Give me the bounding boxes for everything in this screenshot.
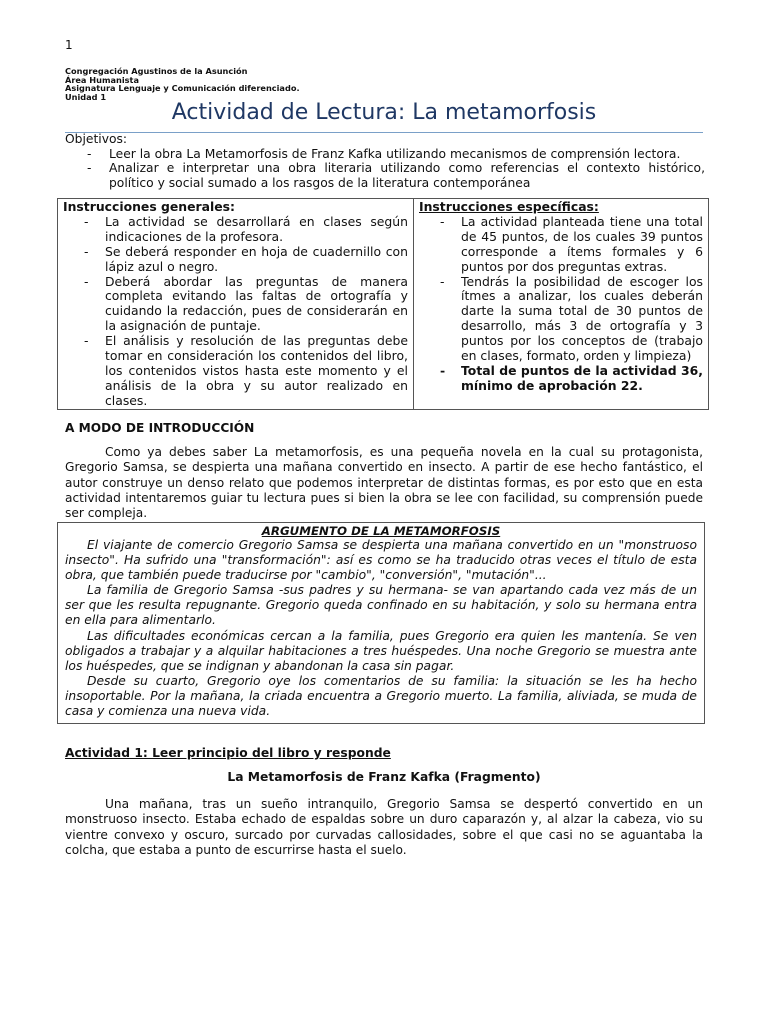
objectives-section bbox=[65, 132, 705, 190]
fragment-paragraph: Una mañana, tras un sueño intranquilo, Gregorio Samsa se despertó convertido en un monstruoso insecto. Estaba echado de espaldas sobre un duro caparazón y, al alzar la cabeza, vio su vientre convexo y oscuro, surcado por curvadas callosidades, sobre el que casi no se aguantaba la colcha, que estaba a punto de escurrirse hasta el suelo. bbox=[65, 797, 703, 857]
general-instructions-list bbox=[63, 215, 408, 409]
instruction-item: - El análisis y resolución de las preguntas debe tomar en consideración los contenidos del libro, los contenidos vistos hasta este momento y el análisis de la obra y su autor realizado en clases. bbox=[84, 333, 408, 408]
instruction-item-total-points: - Total de puntos de la actividad 36, mínimo de aprobación 22. bbox=[440, 362, 703, 393]
instruction-item: - Tendrás la posibilidad de escoger los ítmes a analizar, los cuales deberán darte la suma total de 30 puntos de desarrollo, más 3 de ortografía y 3 puntos por los conceptos de (trabajo en clases, formato, orden y limpieza) bbox=[440, 273, 703, 364]
intro-heading: A MODO DE INTRODUCCIÓN bbox=[65, 421, 255, 435]
intro-paragraph: Como ya debes saber La metamorfosis, es una pequeña novela en la cual su protagonista, Gregorio Samsa, se despierta una mañana convertido en insecto. A partir de ese hecho fantástico, el autor construye un denso relato que podemos interpretar de distintas formas, es por esto que en esta actividad intentaremos guiar tu lectura pues si bien la obra se lee con facilidad, su comprensión puede ser compleja. bbox=[65, 445, 703, 521]
page-number: 1 bbox=[65, 38, 73, 52]
specific-instructions-cell bbox=[414, 199, 709, 410]
objective-item: - Leer la obra La Metamorfosis de Franz Kafka utilizando mecanismos de comprensión lectora. bbox=[87, 146, 681, 161]
argument-paragraph: El viajante de comercio Gregorio Samsa se despierta una mañana convertido en un "monstruoso insecto". Ha sufrido una "transformación": así es como se ha traducido otras veces el título de esta obra, que también puede traducirse por "cambio", "conversión", "mutación"... bbox=[65, 538, 697, 583]
argument-box bbox=[57, 522, 705, 724]
instruction-item: - Deberá abordar las preguntas de manera completa evitando las faltas de ortografía y cuidando la redacción, pues de considerarán en la asignación de puntaje. bbox=[84, 273, 408, 334]
page-title: Actividad de Lectura: La metamorfosis bbox=[171, 100, 597, 125]
argument-paragraph: Las dificultades económicas cercan a la familia, pues Gregorio era quien les mantenía. Se ven obligados a trabajar y a alquilar habitaciones a tres huéspedes. Una noche Gregorio se muestra ante los huéspedes, que se indignan y abandonan la casa sin pagar. bbox=[65, 628, 697, 673]
activity-1-heading: Actividad 1: Leer principio del libro y responde bbox=[65, 746, 391, 760]
header-line-subject: Asignatura Lenguaje y Comunicación diferenciado. bbox=[65, 83, 300, 93]
objective-item: - Analizar e interpretar una obra literaria utilizando como referencias el contexto histórico, político y social sumado a los rasgos de la literatura contemporánea bbox=[87, 161, 705, 190]
instruction-item: - Se deberá responder en hoja de cuadernillo con lápiz azul o negro. bbox=[84, 243, 408, 274]
argument-paragraph: Desde su cuarto, Gregorio oye los comentarios de su familia: la situación se les ha hecho insoportable. Por la mañana, la criada encuentra a Gregorio muerto. La familia, aliviada, se muda de casa y comienza una nueva vida. bbox=[65, 673, 697, 719]
argument-title: ARGUMENTO DE LA METAMORFOSIS bbox=[261, 524, 501, 538]
document-header bbox=[65, 67, 300, 101]
argument-paragraph: La familia de Gregorio Samsa -sus padres y su hermana- se van apartando cada vez más de un ser que les resulta repugnante. Gregorio queda confinado en su habitación, y solo su hermana entra en ella para alimentarlo. bbox=[65, 583, 697, 628]
instruction-item: - La actividad planteada tiene una total de 45 puntos, de los cuales 39 puntos corresponde a ítems formales y 6 puntos por dos preguntas extras. bbox=[440, 213, 703, 274]
specific-instructions-list bbox=[419, 215, 703, 394]
general-instructions-cell bbox=[58, 199, 414, 410]
instruction-item: - La actividad se desarrollará en clases según indicaciones de la profesora. bbox=[84, 213, 408, 244]
instructions-table bbox=[57, 198, 709, 410]
general-instructions-heading: Instrucciones generales: bbox=[63, 199, 235, 214]
header-line-unit: Unidad 1 bbox=[65, 91, 107, 102]
objectives-label: Objetivos: bbox=[65, 132, 128, 146]
header-line-area: Área Humanista bbox=[65, 74, 139, 85]
fragment-title: La Metamorfosis de Franz Kafka (Fragmento) bbox=[227, 770, 541, 784]
specific-instructions-heading: Instrucciones específicas: bbox=[419, 199, 599, 214]
objectives-list bbox=[65, 147, 705, 191]
header-line-institution: Congregación Agustinos de la Asunción bbox=[65, 66, 248, 76]
